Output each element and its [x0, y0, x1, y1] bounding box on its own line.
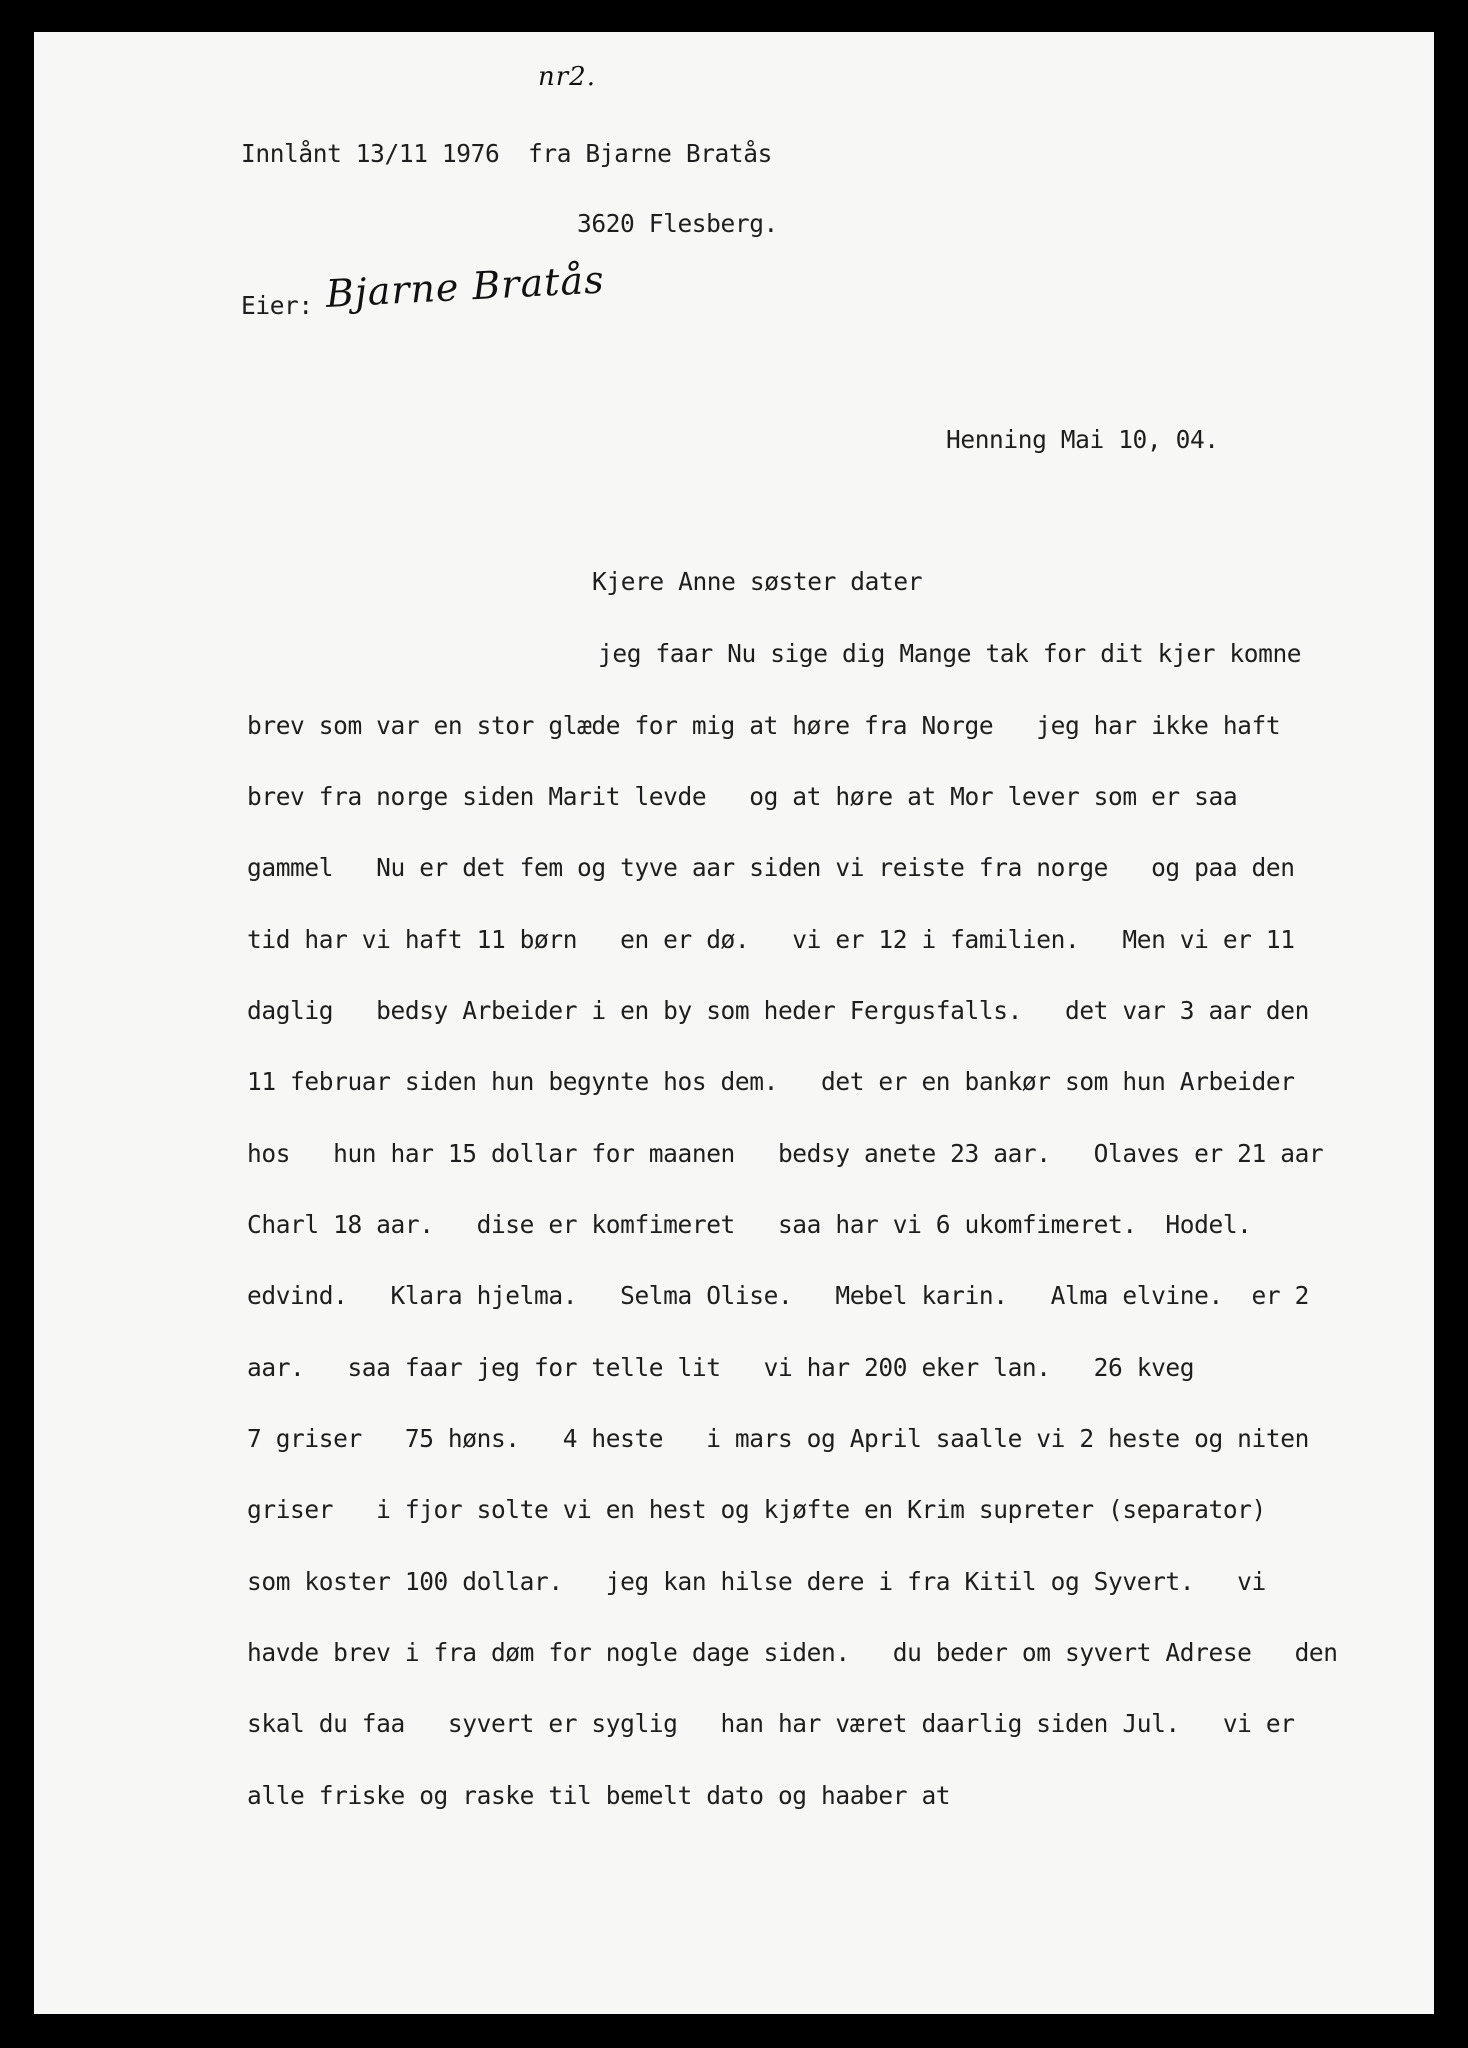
letter-line: Charl 18 aar. dise er komfimeret saa har vi 6 ukomfimeret. Hodel.: [247, 1210, 1252, 1239]
letter-line: tid har vi haft 11 børn en er dø. vi er 12 i familien. Men vi er 11: [247, 925, 1295, 954]
letter-line: edvind. Klara hjelma. Selma Olise. Mebel karin. Alma elvine. er 2: [247, 1281, 1309, 1310]
letter-line: skal du faa syvert er syglig han har været daarlig siden Jul. vi er: [247, 1709, 1295, 1738]
letter-line: griser i fjor solte vi en hest og kjøfte en Krim supreter (separator): [247, 1495, 1266, 1524]
owner-signature: Bjarne Bratås: [324, 257, 606, 316]
place-date: Henning Mai 10, 04.: [946, 425, 1219, 454]
letter-line: 7 griser 75 høns. 4 heste i mars og April saalle vi 2 heste og niten: [247, 1424, 1309, 1453]
loan-line: Innlånt 13/11 1976 fra Bjarne Bratås: [241, 139, 772, 168]
address-line: 3620 Flesberg.: [577, 209, 778, 238]
letter-line: brev som var en stor glæde for mig at høre fra Norge jeg har ikke haft: [247, 711, 1281, 740]
letter-line: aar. saa faar jeg for telle lit vi har 200 eker lan. 26 kveg: [247, 1353, 1195, 1382]
owner-label: Eier:: [241, 291, 313, 320]
letter-line: daglig bedsy Arbeider i en by som heder Fergusfalls. det var 3 aar den: [247, 996, 1309, 1025]
salutation: Kjere Anne søster dater: [592, 567, 923, 596]
handwritten-number-mark: nr2.: [538, 62, 596, 92]
letter-line: hos hun har 15 dollar for maanen bedsy anete 23 aar. Olaves er 21 aar: [247, 1139, 1324, 1168]
letter-line: 11 februar siden hun begynte hos dem. det er en bankør som hun Arbeider: [247, 1067, 1295, 1096]
letter-line: som koster 100 dollar. jeg kan hilse dere i fra Kitil og Syvert. vi: [247, 1567, 1266, 1596]
letter-line: brev fra norge siden Marit levde og at høre at Mor lever som er saa: [247, 782, 1238, 811]
letter-line: havde brev i fra døm for nogle dage siden. du beder om syvert Adrese den: [247, 1638, 1338, 1667]
document-page: [34, 32, 1434, 2014]
letter-line: gammel Nu er det fem og tyve aar siden vi reiste fra norge og paa den: [247, 853, 1295, 882]
letter-line: alle friske og raske til bemelt dato og haaber at: [247, 1781, 951, 1810]
letter-line: jeg faar Nu sige dig Mange tak for dit kjer komne: [598, 639, 1302, 668]
